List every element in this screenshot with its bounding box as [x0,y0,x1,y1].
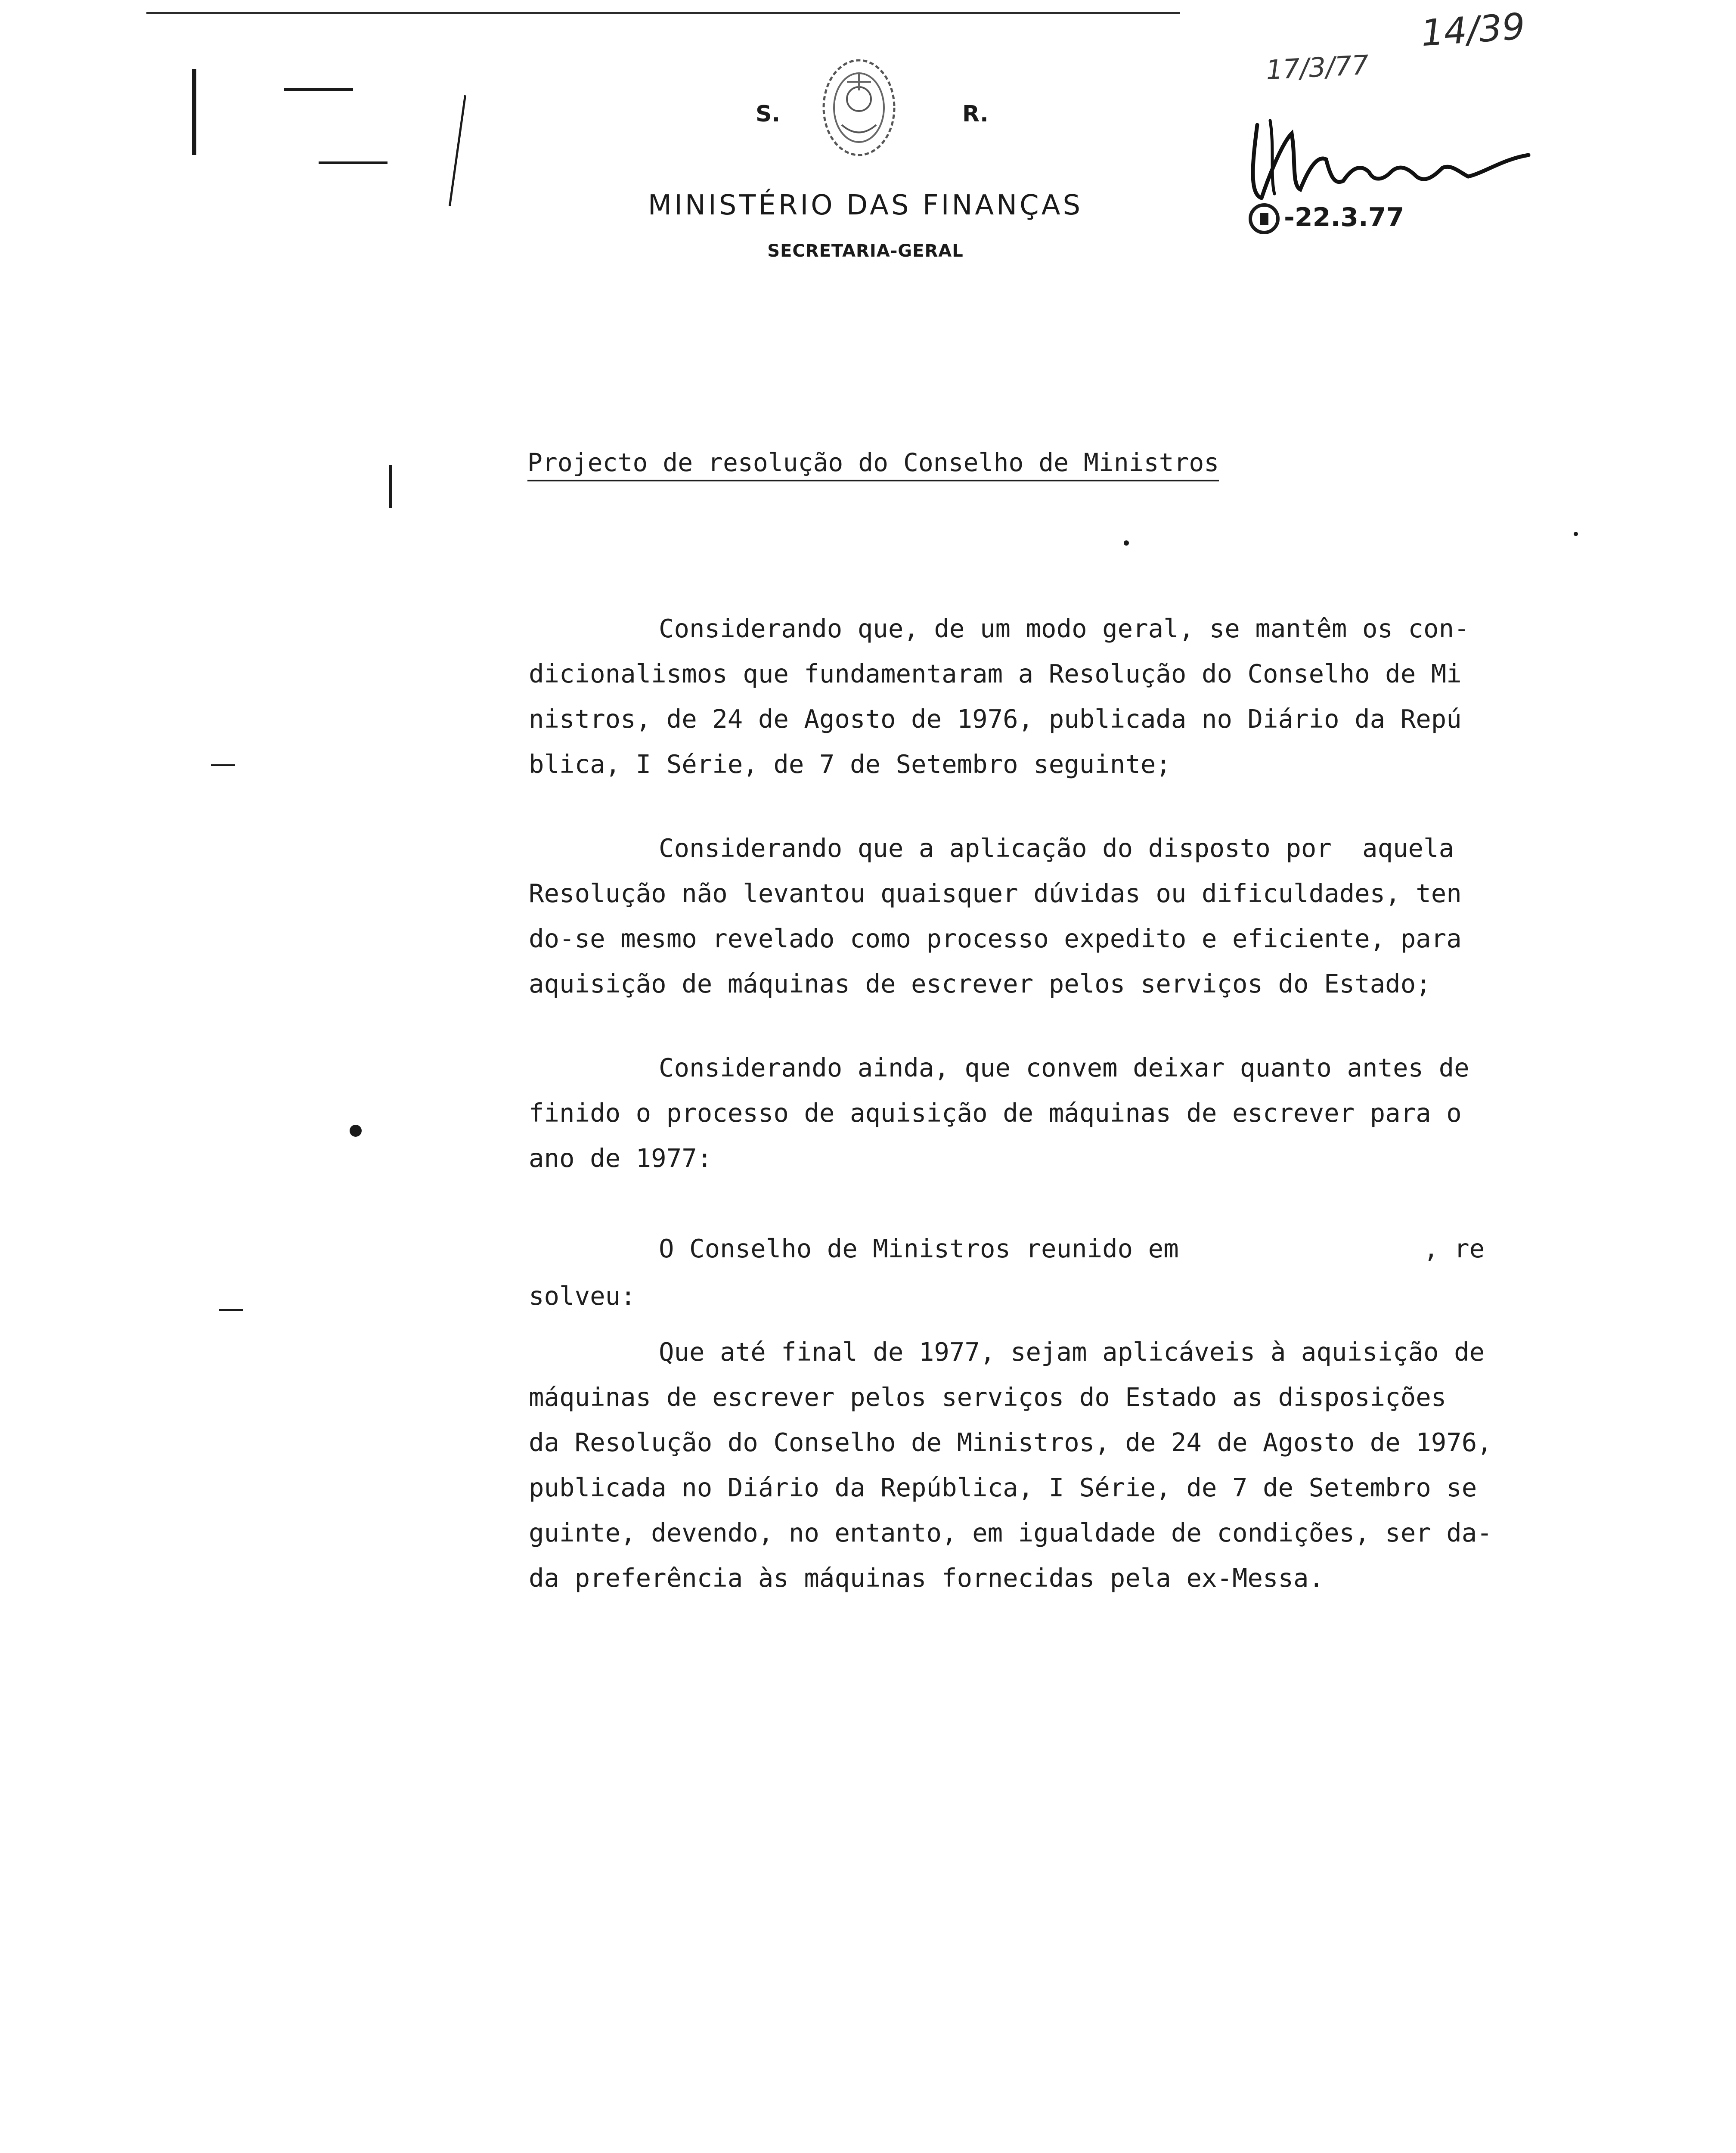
paragraph-2-line-1: Considerando que a aplicação do disposto por aquela [659,833,1454,863]
scan-mark [284,88,353,91]
scan-mark [389,465,392,508]
paragraph-5-line-6: da preferência às máquinas fornecidas pela ex-Messa. [529,1563,1324,1593]
stamp-date: -22.3.77 [1284,202,1404,233]
scan-mark [1574,532,1578,536]
paragraph-3-line-3: ano de 1977: [529,1143,713,1173]
signature-icon [1244,108,1554,202]
paragraph-4-line-2: solveu: [529,1281,636,1311]
department-name: SECRETARIA-GERAL [767,241,964,261]
paragraph-1-line-1: Considerando que, de um modo geral, se mantêm os con- [659,614,1469,643]
paragraph-2-line-3: do-se mesmo revelado como processo expedito e eficiente, para [529,924,1462,953]
receipt-stamp [1249,202,1404,234]
scan-mark [219,1309,243,1311]
scan-mark [350,1125,362,1137]
coat-of-arms-seal-icon [816,52,902,164]
reference-annotation: 14/39 [1419,5,1527,55]
scan-mark [319,161,388,164]
scan-mark [449,95,466,206]
paragraph-4-line-1: O Conselho de Ministros reunido em , re [659,1234,1485,1263]
paragraph-5-line-3: da Resolução do Conselho de Ministros, de 24 de Agosto de 1976, [529,1427,1492,1457]
paragraph-5-line-4: publicada no Diário da República, I Série, de 7 de Setembro se [529,1473,1477,1502]
paragraph-1-line-4: blica, I Série, de 7 de Setembro seguinte; [529,749,1171,779]
paragraph-1-line-3: nistros, de 24 de Agosto de 1976, publicada no Diário da Repú [529,704,1462,734]
paragraph-5-line-1: Que até final de 1977, sejam aplicáveis à aquisição de [659,1337,1485,1367]
top-rule [146,12,1180,14]
stamp-circle-icon [1249,203,1280,234]
header-letter-r: R. [962,101,989,127]
paragraph-5-line-5: guinte, devendo, no entanto, em igualdade de condições, ser da- [529,1518,1492,1548]
document-title: Projecto de resolução do Conselho de Ministros [527,448,1219,481]
ministry-name: MINISTÉRIO DAS FINANÇAS [648,189,1083,221]
paragraph-5-line-2: máquinas de escrever pelos serviços do Estado as disposições [529,1382,1447,1412]
paragraph-3-line-1: Considerando ainda, que convem deixar quanto antes de [659,1053,1469,1083]
date-annotation: 17/3/77 [1265,49,1370,86]
scan-mark [192,69,196,155]
scan-mark [1124,540,1129,546]
paragraph-1-line-2: dicionalismos que fundamentaram a Resolução do Conselho de Mi [529,659,1462,689]
scan-mark [211,764,235,766]
paragraph-2-line-4: aquisição de máquinas de escrever pelos serviços do Estado; [529,969,1431,999]
paragraph-3-line-2: finido o processo de aquisição de máquinas de escrever para o [529,1098,1462,1128]
header-letter-s: S. [756,101,781,127]
paragraph-2-line-2: Resolução não levantou quaisquer dúvidas ou dificuldades, ten [529,878,1462,908]
